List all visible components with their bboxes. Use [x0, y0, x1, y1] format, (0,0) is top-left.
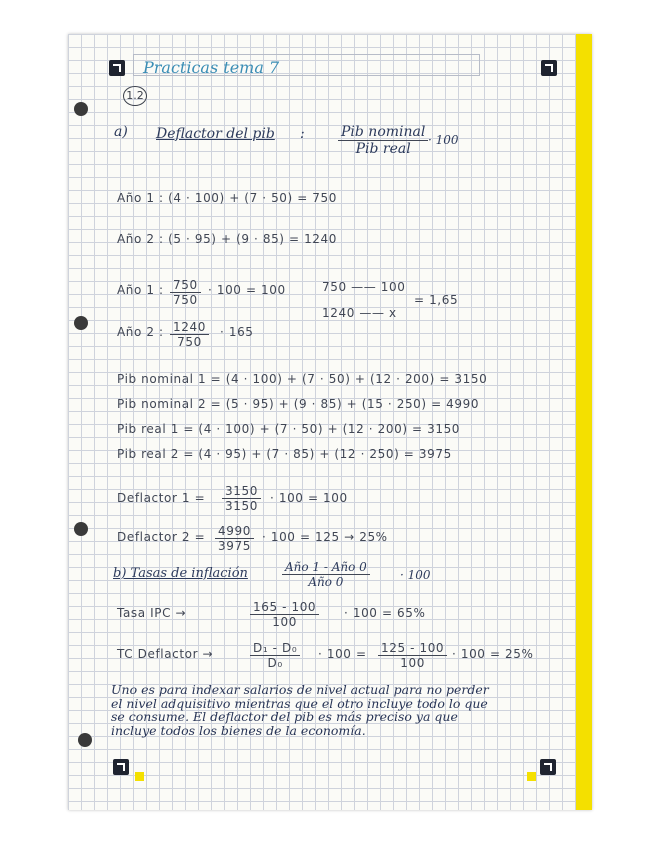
deflactor-1-den: 3150: [225, 499, 258, 513]
deflactor-2-den: 3975: [218, 539, 251, 553]
rule-of-three-top: 750 —— 100: [322, 280, 406, 294]
inflation-numerator: Año 1 - Año 0: [282, 560, 370, 575]
tc-deflactor-den: D₀: [267, 656, 283, 670]
pib-real-2: Pib real 2 = (4 · 95) + (7 · 85) + (12 · 250) = 3975: [117, 447, 452, 461]
section-b-heading: b) Tasas de inflación: [113, 566, 248, 581]
tc-deflactor-num: D₁ - D₀: [250, 641, 300, 656]
inflation-denominator: Año 0: [308, 575, 344, 589]
corner-marker-icon: [109, 60, 125, 76]
rule-of-three-result: = 1,65: [414, 293, 459, 307]
formula-denominator: Pib real: [355, 141, 411, 157]
deflactor-1-result: · 100 = 100: [270, 491, 348, 505]
binder-hole: [78, 733, 92, 747]
corner-marker-icon: [113, 759, 129, 775]
binder-hole: [74, 102, 88, 116]
index-row1-label: Año 1 :: [117, 283, 164, 297]
tc-deflactor-mid: · 100 =: [318, 647, 367, 661]
inflation-formula: [282, 560, 370, 589]
index-row1-result: · 100 = 100: [208, 283, 286, 297]
index-row2-fraction: [170, 320, 209, 349]
tc-deflactor-label: TC Deflactor →: [117, 647, 214, 661]
deflactor-formula: [338, 124, 428, 157]
deflactor-2-result: · 100 = 125 → 25%: [262, 530, 388, 544]
index-row2-den: 750: [177, 335, 202, 349]
binder-hole: [74, 316, 88, 330]
tc-deflactor-fraction-2: [378, 641, 447, 670]
tasa-ipc-den: 100: [272, 615, 297, 629]
pib-row-1: Año 1 : (4 · 100) + (7 · 50) = 750: [117, 191, 338, 205]
exercise-number: 1.2: [123, 86, 147, 106]
index-row2-num: 1240: [170, 320, 209, 335]
section-a-heading: Deflactor del pib: [156, 126, 275, 142]
formula-multiplier: · 100: [428, 133, 459, 147]
tasa-ipc-fraction: [250, 600, 319, 629]
tasa-ipc-result: · 100 = 65%: [344, 606, 426, 620]
inflation-multiplier: · 100: [400, 568, 431, 582]
notes-line: Uno es para indexar salarios de nivel actual para no perder: [111, 682, 489, 697]
tc-deflactor-num2: 125 - 100: [378, 641, 447, 656]
pib-row-2: Año 2 : (5 · 95) + (9 · 85) = 1240: [117, 232, 338, 246]
explanation-notes: [111, 683, 581, 737]
deflactor-2-label: Deflactor 2 =: [117, 530, 206, 544]
deflactor-1-fraction: [222, 484, 261, 513]
yellow-marker: [527, 772, 536, 781]
tasa-ipc-label: Tasa IPC →: [117, 606, 187, 620]
page-title: Practicas tema 7: [143, 58, 280, 77]
yellow-marker: [135, 772, 144, 781]
deflactor-1-num: 3150: [222, 484, 261, 499]
tc-deflactor-fraction: [250, 641, 300, 670]
notes-line: se consume. El deflactor del pib es más preciso ya que: [111, 709, 458, 724]
index-row1-num: 750: [170, 278, 201, 293]
index-row1-den: 750: [173, 293, 198, 307]
pib-real-1: Pib real 1 = (4 · 100) + (7 · 50) + (12 · 200) = 3150: [117, 422, 461, 436]
section-a-colon: :: [300, 126, 305, 142]
index-row2-result: · 165: [220, 325, 254, 339]
rule-of-three-bottom: 1240 —— x: [322, 306, 397, 320]
formula-numerator: Pib nominal: [338, 124, 428, 141]
deflactor-2-fraction: [215, 524, 254, 553]
notes-line: el nivel adquisitivo mientras que el otro incluye todo lo que: [111, 695, 488, 711]
binder-hole: [74, 522, 88, 536]
section-a-label: a): [114, 124, 128, 140]
index-row2-label: Año 2 :: [117, 325, 164, 339]
notes-line: incluye todos los bienes de la economía.: [111, 722, 366, 738]
corner-marker-icon: [540, 759, 556, 775]
tc-deflactor-result: · 100 = 25%: [452, 647, 534, 661]
index-row1-fraction: [170, 278, 201, 307]
tc-deflactor-den2: 100: [400, 656, 425, 670]
pib-nominal-1: Pib nominal 1 = (4 · 100) + (7 · 50) + (12 · 200) = 3150: [117, 372, 488, 386]
deflactor-2-num: 4990: [215, 524, 254, 539]
deflactor-1-label: Deflactor 1 =: [117, 491, 206, 505]
pib-nominal-2: Pib nominal 2 = (5 · 95) + (9 · 85) + (15 · 250) = 4990: [117, 397, 480, 411]
tasa-ipc-num: 165 - 100: [250, 600, 319, 615]
corner-marker-icon: [541, 60, 557, 76]
